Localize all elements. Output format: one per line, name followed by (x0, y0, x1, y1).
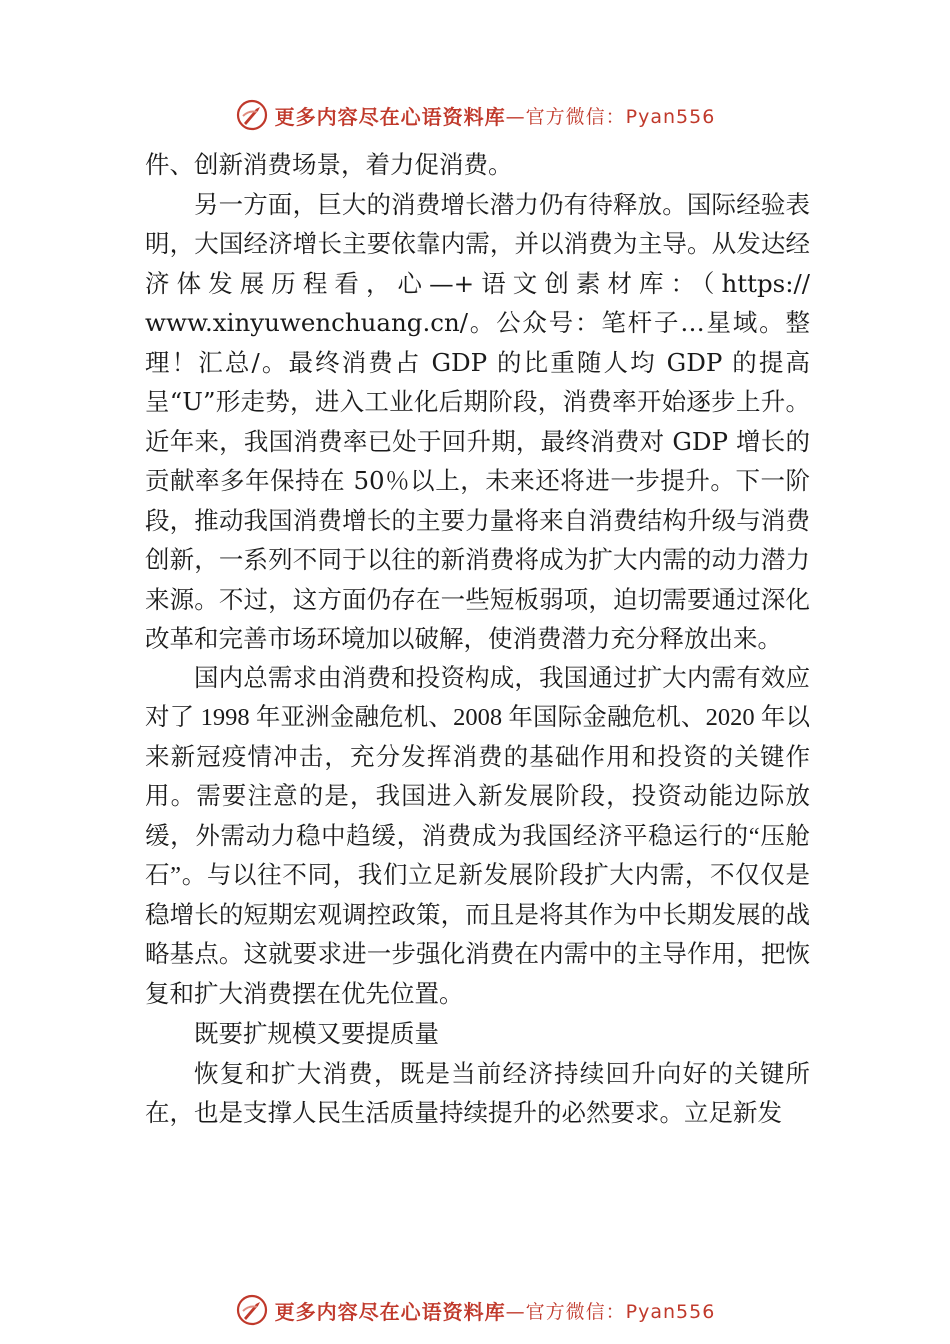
document-body (145, 145, 810, 1133)
paragraph-continuation: 件、创新消费场景，着力促消费。 (145, 150, 513, 179)
banner-main-text: 更多内容尽在心语资料库 (274, 104, 506, 129)
footer-banner (0, 1290, 950, 1330)
pen-nib-logo-icon (235, 98, 269, 132)
paragraph-restore-consumption: 恢复和扩大消费，既是当前经济持续回升向好的关键所在，也是支撑人民生活质量持续提升的必然要求。立足新发 (145, 1058, 810, 1127)
pen-nib-logo-icon (235, 1293, 269, 1327)
section-heading: 既要扩规模又要提质量 (194, 1019, 439, 1048)
paragraph-domestic-demand: 国内总需求由消费和投资构成，我国通过扩大内需有效应对了 1998 年亚洲金融危机、2008 年国际金融危机、2020 年以来新冠疫情冲击，充分发挥消费的基础作用和投资的关键作用。需要注意的是，我国进入新发展阶段，投资动能边际放缓，外需动力稳中趋缓，消费成为我国经济平稳运行的“压舱石”。与以往不同，我们立足新发展阶段扩大内需，不仅仅是稳增长的短期宏观调控政策，而且是将其作为中长期发展的战略基点。这就要求进一步强化消费在内需中的主导作用，把恢复和扩大消费摆在优先位置。 (145, 664, 810, 1008)
header-banner (0, 95, 950, 135)
banner-main-text: 更多内容尽在心语资料库 (274, 1299, 506, 1324)
banner-sub-text: —官方微信：Pyan556 (505, 1300, 716, 1323)
banner-sub-text: —官方微信：Pyan556 (505, 105, 716, 128)
paragraph-consumption-potential: 另一方面，巨大的消费增长潜力仍有待释放。国际经验表明，大国经济增长主要依靠内需，并以消费为主导。从发达经济体发展历程看，心—+语文创素材库：（https:// www.xinyuwenchuang.cn/。公众号：笔杆子…星域。整理！汇总/。最终消费占 GDP 的比重随人均 GDP 的提高呈“U”形走势，进入工业化后期阶段，消费率开始逐步上升。近年来，我国消费率已处于回升期，最终消费对 GDP 增长的贡献率多年保持在 50％以上，未来还将进一步提升。下一阶段，推动我国消费增长的主要力量将来自消费结构升级与消费创新，一系列不同于以往的新消费将成为扩大内需的动力潜力来源。不过，这方面仍存在一些短板弱项，迫切需要通过深化改革和完善市场环境加以破解，使消费潜力充分释放出来。 (145, 189, 810, 653)
